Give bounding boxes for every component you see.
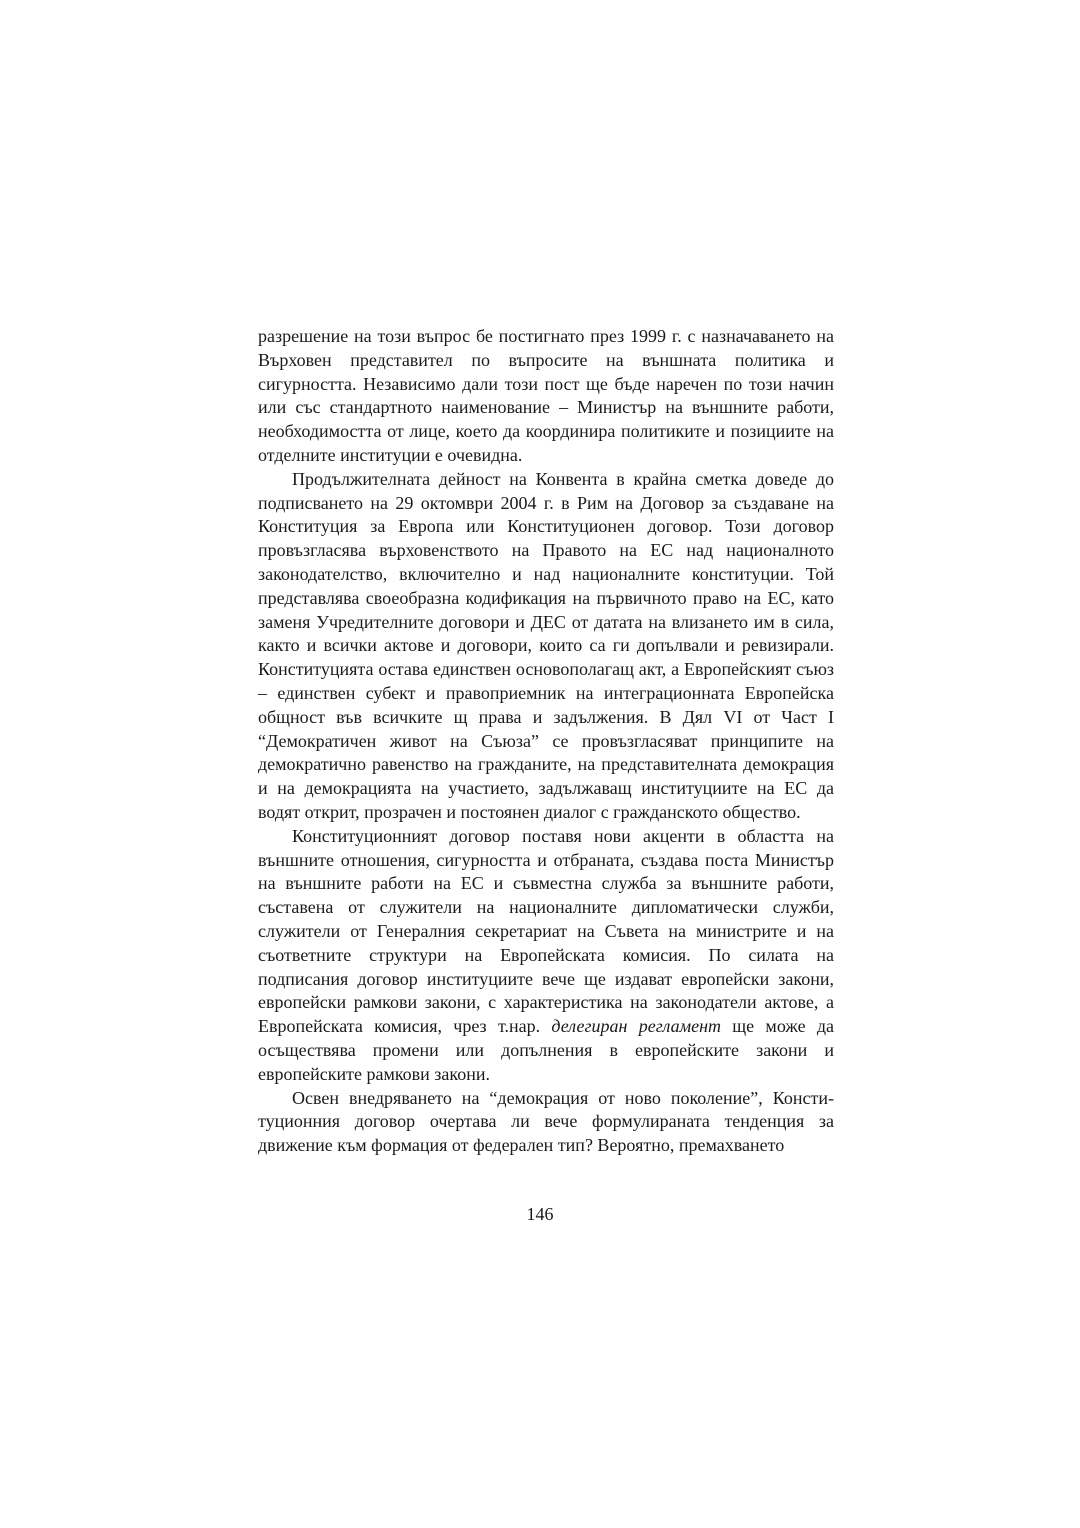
paragraph-3-text-start: Конституционният договор поставя нови акценти в областта на външните отношения, сигурността и отбраната, създава поста Министър на външните работи на ЕС и съвместна служба за външните работи, съставена от служители на националните дипломатически служби, служители от Генералния секретариат на Съвета на министрите и на съответните структури на Европейската комисия. По силата на подписания договор институциите вече ще издават европейски закони, европейски рамкови закони, с характеристика на законодатели актове, а Европейската комисия, чрез т.нар. [258, 825, 834, 1037]
paragraph-1: разрешение на този въпрос бе постигнато през 1999 г. с назначаването на Върховен представител по въпросите на външната политика и сигурността. Независимо дали този пост ще бъде наречен по този начин или със стандартното наименование – Министър на външните работи, необходимостта от лице, което да координира политиките и позициите на отделните институции е очевидна. [258, 326, 834, 465]
paragraph-4: Освен внедряването на “демокрация от ново поколение”, Конституционния договор очертава ли вече формулираната тенденция за движение към формация от федерален тип? Вероятно, премахването [258, 1087, 834, 1156]
paragraph-2: Продължителната дейност на Конвента в крайна сметка доведе до подписването на 29 октомври 2004 г. в Рим на Договор за създаване на Конституция за Европа или Конституционен договор. Този договор провъзгласява върховенството на Правото на ЕС над националното законодателство, включително и над националните конституции. Той представлява своеобразна кодификация на първичното право на ЕС, като заменя Учредителните договори и ДЕС от датата на влизането им в сила, както и всички актове и договори, които са ги допълвали и ревизирали. Конституцията остава единствен основополагащ акт, а Европейският съюз – единствен субект и правоприемник на интеграционната Европейска общност във всичките щ права и задължения. В Дял VI от Част I “Демократичен живот на Съюза” се провъзгласяват принципите на демократично равенство на гражданите, на представителната демокрация и на демокрацията на участието, задължаващ институциите на ЕС да водят открит, прозрачен и постоянен диалог с гражданското общество. [258, 468, 834, 822]
paragraph-3 [258, 825, 834, 1087]
page-number: 146 [526, 1204, 554, 1224]
paragraph-3-text-end: ще може да осъществява промени или допълнения в европейските закони и европейските рамкови закони. [258, 1016, 834, 1084]
body-text [258, 325, 834, 1158]
paragraph-3-emphasis: делегиран регламент [551, 1016, 722, 1037]
